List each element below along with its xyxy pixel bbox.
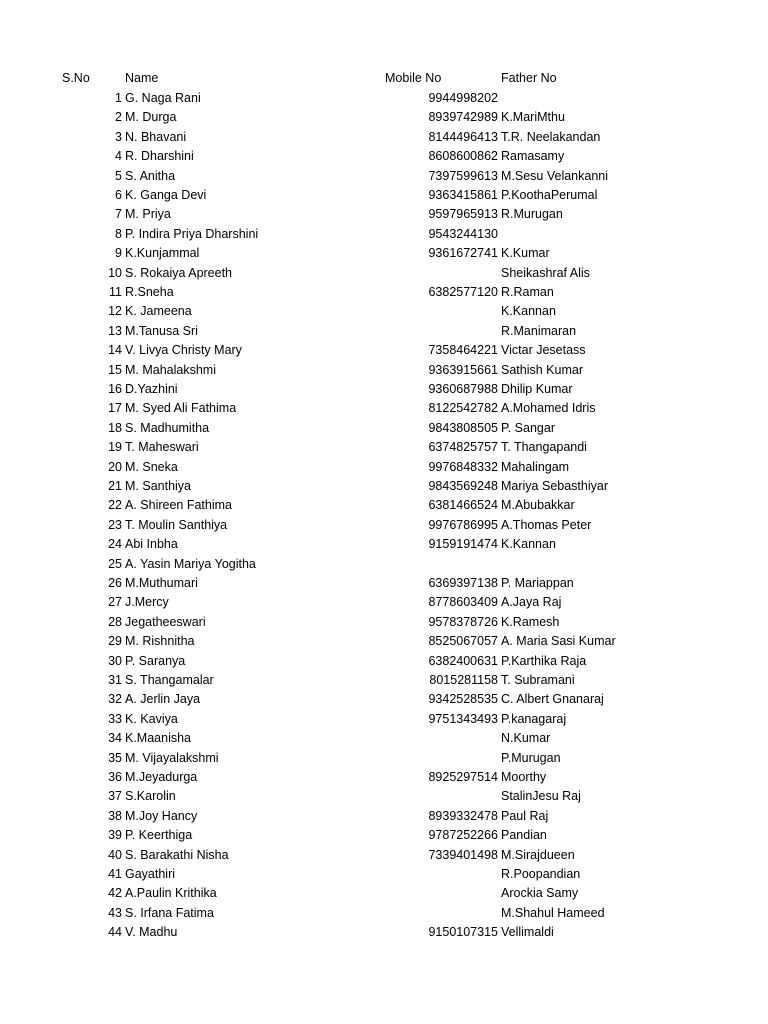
cell-father: Sheikashraf Alis — [501, 265, 590, 280]
cell-mobile: 9597965913 — [428, 207, 498, 222]
cell-father: Sathish Kumar — [501, 362, 583, 377]
cell-name: G. Naga Rani — [125, 91, 201, 105]
cell-father: K.Kannan — [501, 304, 556, 319]
table-row — [0, 361, 768, 380]
table-row — [0, 574, 768, 593]
cell-sno: 17 — [108, 401, 122, 416]
cell-name: Jegatheeswari — [125, 614, 206, 629]
header-father: Father No — [501, 71, 557, 85]
header-mobile: Mobile No — [385, 71, 442, 85]
cell-name: P. Indira Priya Dharshini — [125, 226, 259, 241]
cell-father: R.Manimaran — [501, 323, 577, 338]
header-name: Name — [125, 71, 159, 85]
cell-sno: 29 — [108, 634, 122, 649]
table-row — [0, 264, 768, 283]
cell-father: M.Shahul Hameed — [501, 905, 605, 920]
table-row — [0, 516, 768, 535]
cell-father: A. Maria Sasi Kumar — [501, 634, 616, 649]
cell-father: P.Karthika Raja — [501, 653, 587, 668]
header-sno: S.No — [62, 71, 90, 85]
cell-mobile: 7397599613 — [428, 168, 498, 183]
cell-mobile: 6382577120 — [428, 285, 498, 299]
table-row — [0, 613, 768, 632]
cell-sno: 22 — [108, 498, 122, 513]
table-row — [0, 225, 768, 244]
table-row — [0, 496, 768, 515]
cell-sno: 21 — [108, 479, 122, 493]
cell-sno: 24 — [108, 537, 122, 552]
cell-mobile: 8778603409 — [428, 595, 498, 610]
cell-name: S. Anitha — [125, 168, 176, 183]
cell-sno: 31 — [108, 673, 122, 687]
table-row — [0, 89, 768, 108]
cell-name: M.Muthumari — [125, 576, 198, 590]
cell-mobile: 9363415861 — [428, 188, 498, 202]
cell-name: N. Bhavani — [125, 129, 187, 144]
cell-sno: 34 — [108, 731, 122, 746]
cell-father: K.MariMthu — [501, 110, 565, 125]
cell-father: R.Poopandian — [501, 867, 581, 881]
cell-name: T. Maheswari — [125, 440, 199, 455]
cell-name: M.Jeyadurga — [125, 770, 198, 784]
cell-mobile: 9751343493 — [428, 711, 498, 726]
table-row — [0, 205, 768, 224]
cell-sno: 16 — [108, 382, 122, 396]
table-row — [0, 419, 768, 438]
table-row — [0, 690, 768, 709]
cell-name: P. Keerthiga — [125, 828, 193, 843]
cell-father: P.Murugan — [501, 750, 561, 765]
cell-father: M.Sesu Velankanni — [501, 168, 609, 183]
cell-sno: 38 — [108, 808, 122, 823]
cell-name: R.Sneha — [125, 285, 174, 299]
cell-mobile: 8939742989 — [428, 110, 498, 125]
cell-name: Gayathiri — [125, 867, 176, 881]
cell-mobile: 7358464221 — [428, 343, 498, 358]
cell-sno: 27 — [108, 595, 122, 610]
cell-sno: 30 — [108, 653, 122, 668]
cell-name: S. Barakathi Nisha — [125, 847, 229, 862]
cell-name: K. Kaviya — [125, 711, 178, 726]
cell-name: M.Joy Hancy — [125, 808, 198, 823]
cell-father: Ramasamy — [501, 149, 565, 164]
cell-sno: 25 — [108, 556, 122, 571]
cell-name: V. Madhu — [125, 925, 178, 940]
cell-name: A. Yasin Mariya Yogitha — [125, 556, 256, 571]
cell-mobile: 8144496413 — [428, 129, 498, 144]
table-row — [0, 884, 768, 903]
cell-mobile: 9159191474 — [428, 537, 498, 552]
table-row — [0, 283, 768, 302]
cell-mobile: 9976786995 — [428, 517, 498, 532]
table-row — [0, 923, 768, 942]
cell-mobile: 9843569248 — [428, 479, 498, 493]
cell-father: M.Sirajdueen — [501, 847, 575, 862]
cell-sno: 3 — [115, 129, 122, 144]
cell-sno: 6 — [115, 188, 122, 202]
cell-mobile: 8015281158 — [429, 673, 498, 687]
cell-father: K.Kannan — [501, 537, 556, 552]
cell-sno: 44 — [108, 925, 122, 940]
cell-sno: 12 — [108, 304, 122, 319]
header-row — [0, 69, 768, 88]
cell-mobile: 6382400631 — [428, 653, 498, 668]
cell-sno: 13 — [108, 323, 122, 338]
cell-father: R.Raman — [501, 285, 554, 299]
cell-sno: 28 — [108, 614, 122, 629]
table-row — [0, 477, 768, 496]
cell-mobile: 8939332478 — [428, 808, 498, 823]
cell-name: K. Jameena — [125, 304, 192, 319]
cell-father: T. Thangapandi — [501, 440, 587, 455]
cell-name: P. Saranya — [125, 653, 186, 668]
cell-mobile: 7339401498 — [428, 847, 498, 862]
cell-father: T. Subramani — [501, 673, 575, 687]
table-row — [0, 167, 768, 186]
table-row — [0, 865, 768, 884]
cell-father: K.Kumar — [501, 246, 550, 261]
cell-sno: 26 — [108, 576, 122, 590]
cell-mobile: 6381466524 — [428, 498, 498, 513]
table-row — [0, 380, 768, 399]
table-row — [0, 341, 768, 360]
cell-sno: 33 — [108, 711, 122, 726]
cell-sno: 8 — [115, 226, 122, 241]
table-row — [0, 846, 768, 865]
cell-sno: 5 — [115, 168, 122, 183]
cell-sno: 9 — [115, 246, 122, 261]
cell-father: P.kanagaraj — [501, 711, 567, 726]
cell-father: Dhilip Kumar — [501, 382, 573, 396]
cell-name: K.Kunjammal — [125, 246, 200, 261]
cell-name: M. Priya — [125, 207, 171, 222]
cell-name: S. Madhumitha — [125, 420, 210, 435]
cell-name: M. Sneka — [125, 459, 178, 474]
cell-father: Mariya Sebasthiyar — [501, 479, 608, 493]
cell-name: A. Shireen Fathima — [125, 498, 232, 513]
cell-father: Mahalingam — [501, 459, 570, 474]
cell-name: Abi Inbha — [125, 537, 178, 552]
cell-father: N.Kumar — [501, 731, 551, 746]
cell-sno: 36 — [108, 770, 122, 784]
cell-father: Pandian — [501, 828, 547, 843]
cell-name: J.Mercy — [125, 595, 169, 610]
cell-mobile: 9843808505 — [428, 420, 498, 435]
cell-sno: 23 — [108, 517, 122, 532]
cell-name: M.Tanusa Sri — [125, 323, 198, 338]
cell-name: V. Livya Christy Mary — [125, 343, 242, 358]
cell-sno: 7 — [115, 207, 122, 222]
cell-name: K.Maanisha — [125, 731, 192, 746]
cell-father: T.R. Neelakandan — [501, 129, 601, 144]
cell-name: M. Mahalakshmi — [125, 362, 216, 377]
cell-sno: 20 — [108, 459, 122, 474]
cell-father: A.Mohamed Idris — [501, 401, 596, 416]
table-row — [0, 807, 768, 826]
cell-sno: 40 — [108, 847, 122, 862]
cell-name: S.Karolin — [125, 789, 176, 804]
table-row — [0, 652, 768, 671]
cell-mobile: 6374825757 — [428, 440, 498, 455]
cell-name: M. Durga — [125, 110, 177, 125]
cell-father: P. Sangar — [501, 420, 555, 435]
cell-father: A.Thomas Peter — [501, 517, 592, 532]
cell-name: S. Irfana Fatima — [125, 905, 214, 920]
cell-mobile: 9543244130 — [428, 226, 498, 241]
table-row — [0, 302, 768, 321]
table-row — [0, 904, 768, 923]
cell-mobile: 6369397138 — [428, 576, 498, 590]
cell-mobile: 9944998202 — [428, 91, 498, 105]
table-row — [0, 147, 768, 166]
cell-father: StalinJesu Raj — [501, 789, 581, 804]
cell-name: D.Yazhini — [125, 382, 178, 396]
cell-sno: 41 — [108, 867, 122, 881]
cell-mobile: 9150107315 — [428, 925, 498, 940]
cell-father: K.Ramesh — [501, 614, 560, 629]
cell-father: Paul Raj — [501, 808, 549, 823]
cell-sno: 2 — [115, 110, 122, 125]
cell-name: T. Moulin Santhiya — [125, 517, 228, 532]
cell-name: S. Rokaiya Apreeth — [125, 265, 233, 280]
cell-sno: 18 — [108, 420, 122, 435]
cell-sno: 43 — [108, 905, 122, 920]
table-row — [0, 593, 768, 612]
table-row — [0, 632, 768, 651]
cell-name: M. Syed Ali Fathima — [125, 401, 237, 416]
cell-mobile: 9361672741 — [428, 246, 498, 261]
cell-name: A.Paulin Krithika — [125, 886, 217, 901]
cell-name: A. Jerlin Jaya — [125, 692, 201, 707]
cell-father: R.Murugan — [501, 207, 563, 222]
table-row — [0, 710, 768, 729]
table-row — [0, 108, 768, 127]
cell-mobile: 9976848332 — [428, 459, 498, 474]
cell-name: M. Vijayalakshmi — [125, 750, 219, 765]
cell-sno: 14 — [108, 343, 122, 358]
cell-father: Arockia Samy — [501, 886, 579, 901]
cell-sno: 19 — [108, 440, 122, 455]
cell-sno: 4 — [115, 149, 122, 164]
cell-sno: 39 — [108, 828, 122, 843]
cell-sno: 1 — [115, 91, 122, 105]
table-row — [0, 671, 768, 690]
table-row — [0, 322, 768, 341]
cell-father: M.Abubakkar — [501, 498, 575, 513]
cell-mobile: 9342528535 — [428, 692, 498, 707]
table-row — [0, 244, 768, 263]
cell-father: P. Mariappan — [501, 576, 574, 590]
cell-father: P.KoothaPerumal — [501, 188, 598, 202]
table-row — [0, 535, 768, 554]
table-row — [0, 787, 768, 806]
cell-name: S. Thangamalar — [125, 673, 214, 687]
table-row — [0, 749, 768, 768]
cell-sno: 11 — [109, 285, 122, 299]
table-row — [0, 555, 768, 574]
cell-name: M. Santhiya — [125, 479, 192, 493]
table-row — [0, 729, 768, 748]
cell-mobile: 9360687988 — [428, 382, 498, 396]
cell-sno: 10 — [108, 265, 122, 280]
cell-sno: 15 — [108, 362, 122, 377]
cell-sno: 35 — [108, 750, 122, 765]
table-row — [0, 768, 768, 787]
table-row — [0, 399, 768, 418]
cell-name: M. Rishnitha — [125, 634, 195, 649]
table-row — [0, 438, 768, 457]
cell-father: Victar Jesetass — [501, 343, 586, 358]
cell-sno: 32 — [108, 692, 122, 707]
cell-mobile: 9578378726 — [428, 614, 498, 629]
cell-father: Moorthy — [501, 770, 547, 784]
cell-mobile: 8122542782 — [428, 401, 498, 416]
cell-mobile: 9363915661 — [428, 362, 498, 377]
cell-father: C. Albert Gnanaraj — [501, 692, 604, 707]
cell-name: K. Ganga Devi — [125, 188, 207, 202]
table-row — [0, 186, 768, 205]
cell-mobile: 8608600862 — [428, 149, 498, 164]
table-row — [0, 826, 768, 845]
cell-sno: 37 — [108, 789, 122, 804]
cell-mobile: 9787252266 — [428, 828, 498, 843]
cell-mobile: 8925297514 — [428, 770, 498, 784]
cell-father: A.Jaya Raj — [501, 595, 562, 610]
cell-sno: 42 — [108, 886, 122, 901]
table-row — [0, 128, 768, 147]
cell-mobile: 8525067057 — [428, 634, 498, 649]
cell-name: R. Dharshini — [125, 149, 194, 164]
table-row — [0, 458, 768, 477]
cell-father: Vellimaldi — [501, 925, 554, 940]
